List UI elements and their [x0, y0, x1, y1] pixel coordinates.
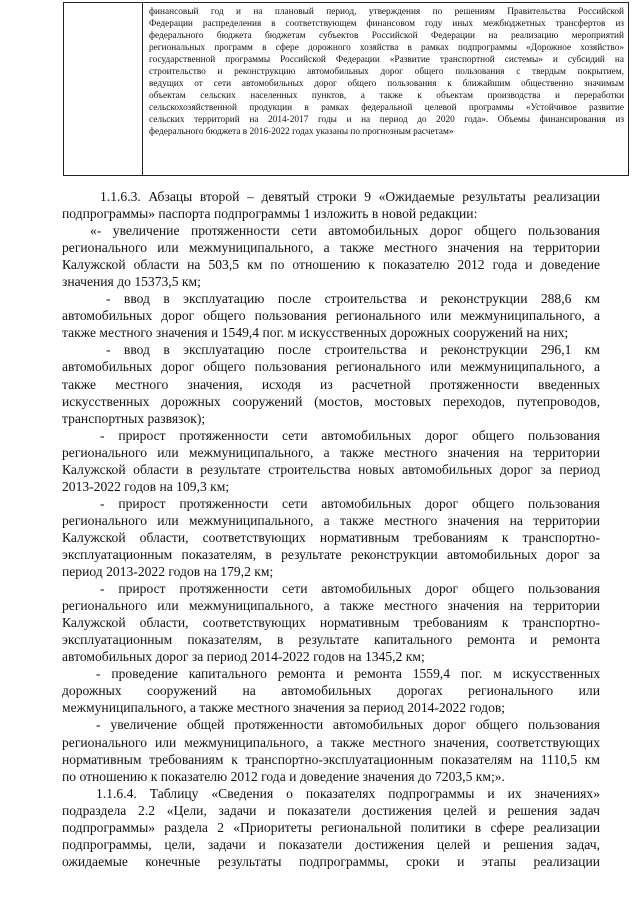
- paragraph-line: - проведение капитального ремонта и ремонта 1559,4 пог. м искусственных: [96, 666, 600, 682]
- paragraph-line: нормативным требованиям к транспортно-эксплуатационным показателям на 1110,5 км: [62, 751, 600, 767]
- paragraph-line: - ввод в эксплуатацию после строительства и реконструкции 288,6 км: [106, 291, 600, 307]
- table-line: ведущих от сети автомобильных дорог общего пользования к ближайшим общественно значимым: [149, 79, 624, 89]
- paragraph-line: 2013-2022 годов на 109,3 км;: [62, 478, 230, 494]
- paragraph-line: Калужской области, соответствующих нормативным требованиям к транспортно-: [62, 529, 600, 545]
- paragraph-line: подпрограммы, цели, задачи и показатели достижения целей и решения задач,: [62, 836, 600, 852]
- paragraph-line: Калужской области, соответствующих нормативным требованиям к транспортно-: [62, 615, 600, 631]
- table-line: сельскохозяйственной продукции в рамках федеральной целевой программы «Устойчивое развитие: [149, 103, 624, 113]
- table-line: федерального бюджета бюджетам субъектов Российской Федерации на реализацию мероприятий: [149, 31, 624, 41]
- paragraph-line: регионального или межмуниципального, а также местного значения на территории: [62, 444, 600, 460]
- table-cell-text: [143, 3, 628, 175]
- paragraph-line: подпрограммы» раздела 2 «Приоритеты региональной политики в сфере реализации: [62, 819, 600, 835]
- paragraph-line: Калужской области на 503,5 км по отношению к показателю 2012 года и доведение: [62, 257, 600, 273]
- paragraph-line: также местного значения, исходя из расчетной протяженности введенных: [62, 376, 600, 392]
- paragraph-line: транспортных развязок);: [62, 410, 206, 426]
- paragraph-line: - прирост протяженности сети автомобильных дорог общего пользования: [100, 427, 600, 443]
- table-line: Федерации распределения в соответствующем финансовом году иных межбюджетных трансфертов из: [149, 19, 624, 29]
- paragraph-line: также местного значения и 1549,4 пог. м искусственных дорожных сооружений на них;: [62, 325, 569, 341]
- paragraph-line: автомобильных дорог общего пользования регионального или межмуниципального, а: [62, 308, 600, 324]
- paragraph-line: подпрограммы» паспорта подпрограммы 1 изложить в новой редакции:: [62, 206, 478, 222]
- paragraph-line: - прирост протяженности сети автомобильных дорог общего пользования: [100, 495, 600, 511]
- paragraph-line: регионального или межмуниципального, а также местного значения на территории: [62, 240, 600, 256]
- paragraph-line: регионального или межмуниципального, а также местного значения на территории: [62, 512, 600, 528]
- paragraph-line: - увеличение общей протяженности автомобильных дорог общего пользования: [96, 717, 600, 733]
- paragraph-line: автомобильных дорог за период 2014-2022 годов на 1345,2 км;: [62, 649, 425, 665]
- table-line: объектам сельских населенных пунктов, а также к объектам производства и переработки: [149, 91, 624, 101]
- paragraph-line: искусственных дорожных сооружений (мостов, мостовых переходов, путепроводов,: [62, 393, 600, 409]
- paragraph-line: межмуниципального, а также местного значения за период 2014-2022 годов;: [62, 700, 506, 716]
- paragraph-line: - прирост протяженности сети автомобильных дорог общего пользования: [100, 581, 600, 597]
- paragraph-line: ожидаемые конечные результаты подпрограммы, сроки и этапы реализации: [62, 853, 600, 869]
- table-fragment: [63, 2, 629, 176]
- paragraph-line: «- увеличение протяженности сети автомобильных дорог общего пользования: [90, 223, 600, 239]
- table-line: финансовый год и на плановый период, утверждения по решениям Правительства Российской: [149, 7, 624, 17]
- table-line: государственной программы Российской Федерации «Развитие транспортной системы» и субсидий на: [149, 55, 624, 65]
- paragraph-line: период 2013-2022 годов на 179,2 км;: [62, 564, 274, 580]
- paragraph-line: по отношению к показателю 2012 года и доведение значения до 7203,5 км;».: [62, 768, 505, 784]
- paragraph-line: - ввод в эксплуатацию после строительства и реконструкции 296,1 км: [106, 342, 600, 358]
- paragraph-line: эксплуатационным показателям, в результате реконструкции автомобильных дорог за: [62, 546, 600, 562]
- paragraph-line: регионального или межмуниципального, а также местного значения на территории: [62, 598, 600, 614]
- paragraph-line: дорожных сооружений на автомобильных дорогах регионального или: [62, 683, 600, 699]
- table-line: сельских территорий на 2014-2017 годы и на период до 2020 года». Объемы финансирования из: [149, 115, 624, 125]
- table-line: строительство и реконструкцию автомобильных дорог общего пользования с твердым покрытием,: [149, 67, 624, 77]
- table-cell-empty: [64, 3, 143, 175]
- paragraph-line: регионального или межмуниципального, а также местного значения, соответствующих: [62, 734, 600, 750]
- body-text: [62, 188, 600, 870]
- table-line: федерального бюджета в 2016-2022 годах указаны по прогнозным расчетам»: [149, 127, 454, 137]
- table-line: региональных программ в сфере дорожного хозяйства в рамках подпрограммы «Дорожное хозяйство»: [149, 43, 624, 53]
- paragraph-line: подраздела 2.2 «Цели, задачи и показатели достижения целей и решения задач: [62, 802, 600, 818]
- paragraph-line: значения до 15373,5 км;: [62, 274, 201, 290]
- paragraph-line: Калужской области в результате строительства новых автомобильных дорог за период: [62, 461, 600, 477]
- paragraph-line: 1.1.6.4. Таблицу «Сведения о показателях подпрограммы и их значениях»: [96, 785, 600, 801]
- paragraph-line: автомобильных дорог общего пользования регионального или межмуниципального, а: [62, 359, 600, 375]
- paragraph-line: 1.1.6.3. Абзацы второй – девятый строки 9 «Ожидаемые результаты реализации: [100, 189, 600, 204]
- paragraph-line: эксплуатационным показателям, в результате капитального ремонта и ремонта: [62, 632, 600, 648]
